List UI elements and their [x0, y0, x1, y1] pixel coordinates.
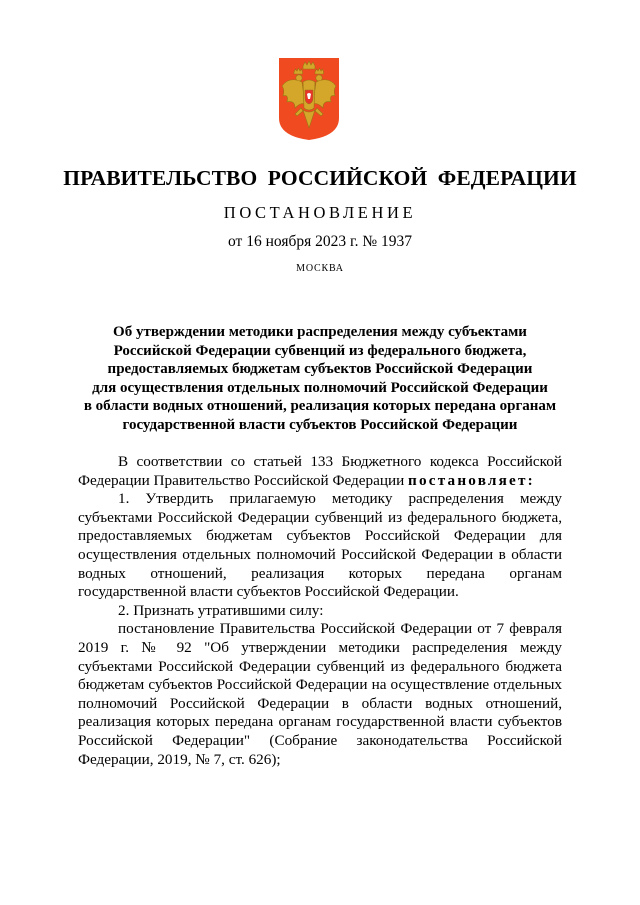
heading-line: для осуществления отдельных полномочий Российской Федерации — [92, 379, 548, 396]
decree-verb: постановляет: — [408, 471, 535, 489]
document-body — [78, 453, 562, 769]
government-title: ПРАВИТЕЛЬСТВО РОССИЙСКОЙ ФЕДЕРАЦИИ — [63, 166, 577, 190]
heading-line: государственной власти субъектов Российской Федерации — [122, 416, 518, 433]
heading-line: Об утверждении методики распределения между субъектами — [113, 324, 527, 340]
intro-paragraph — [78, 453, 562, 490]
document-type: ПОСТАНОВЛЕНИЕ — [223, 203, 417, 222]
coat-of-arms-icon — [277, 56, 341, 142]
heading-line: в области водных отношений, реализация которых передана органам — [83, 398, 557, 415]
item-2-paragraph: 2. Признать утратившими силу: — [118, 601, 324, 619]
document-heading — [40, 323, 600, 435]
heading-line: Российской Федерации субвенций из федерального бюджета, — [113, 342, 527, 359]
item-1-paragraph: 1. Утвердить прилагаемую методику распределения между субъектами Российской Федерации субвенций из федерального бюджета, предоставляемых бюджетам субъектов Российской Федерации для осуществления отдельных полномочий Российской Федерации в области водных отношений, реализация которых передана органам государственной власти субъектов Российской Федерации. — [78, 490, 562, 601]
document-city: МОСКВА — [296, 263, 344, 274]
item-2-subparagraph: постановление Правительства Российской Федерации от 7 февраля 2019 г. № 92 "Об утверждении методики распределения между субъектами Российской Федерации субвенций из федерального бюджета бюджетам субъектов Российской Федерации на осуществление отдельных полномочий Российской Федерации в области водных отношений, реализация которых передана органам государственной власти субъектов Российской Федерации" (Собрание законодательства Российской Федерации, 2019, № 7, ст. 626); — [78, 620, 562, 768]
heading-line: предоставляемых бюджетам субъектов Российской Федерации — [107, 361, 533, 378]
intro-text: В соответствии со статьей 133 Бюджетного кодекса Российской Федерации Правительство Российской Федерации — [78, 453, 562, 489]
document-date-number: от 16 ноября 2023 г. № 1937 — [228, 233, 412, 250]
